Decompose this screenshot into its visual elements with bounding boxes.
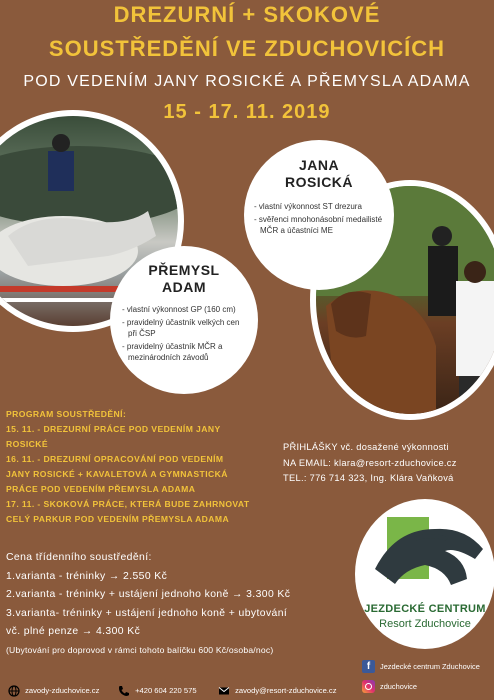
- event-date: 15 - 17. 11. 2019: [163, 101, 331, 123]
- logo-subtitle: Resort Zduchovice: [379, 618, 471, 630]
- program-line: 16. 11. - DREZURNÍ OPRACOVÁNÍ POD VEDENÍM: [6, 454, 224, 464]
- registration-phone: TEL.: 776 714 323, Ing. Klára Vaňková: [283, 473, 454, 484]
- email-link[interactable]: [218, 680, 337, 699]
- trainer-name-line1: PŘEMYSL: [148, 262, 220, 278]
- program-section: [6, 407, 296, 527]
- horse-head-logo-icon: [355, 499, 494, 609]
- trainer-name-line2: ADAM: [162, 279, 206, 295]
- title-line-2: SOUSTŘEDĚNÍ VE ZDUCHOVICÍCH: [48, 36, 446, 61]
- program-line: 15. 11. - DREZURNÍ PRÁCE POD VEDENÍM JANY: [6, 424, 221, 434]
- instagram-icon[interactable]: [362, 680, 375, 693]
- trainer-card-jana: [244, 140, 394, 290]
- trainer-points-premysl: [122, 304, 248, 363]
- trainer-point: - svěřenci mnohonásobní medailisté MČR a účastníci ME: [254, 215, 383, 235]
- instagram-link[interactable]: zduchovice: [380, 682, 417, 691]
- pricing-note: (Ubytování pro doprovod v rámci tohoto balíčku 600 Kč/osoba/noc): [6, 644, 274, 655]
- trainer-card-premysl: [110, 246, 258, 394]
- program-line: PRÁCE POD VEDENÍM PŘEMYSLA ADAMA: [6, 484, 196, 494]
- pricing-option: 1.varianta - tréninky → 2.550 Kč: [6, 570, 168, 582]
- trainer-name-line2: ROSICKÁ: [284, 174, 354, 190]
- title-line-1: DREZURNÍ + SKOKOVÉ: [113, 2, 381, 27]
- phone-link[interactable]: [118, 680, 197, 699]
- program-line: 17. 11. - SKOKOVÁ PRÁCE, KTERÁ BUDE ZAHRNOVAT: [6, 499, 250, 509]
- trainer-point: - pravidelný účastník MČR a mezinárodních závodů: [122, 342, 223, 362]
- trainer-point: - vlastní výkonnost GP (160 cm): [122, 305, 236, 314]
- pricing-heading: Cena třídenního soustředění:: [6, 552, 152, 563]
- envelope-icon: [218, 685, 230, 697]
- registration-email: NA EMAIL: klara@resort-zduchovice.cz: [283, 457, 457, 468]
- pricing-option: 3.varianta- tréninky + ustájení jednoho koně + ubytování: [6, 607, 288, 619]
- email-text: zavody@resort-zduchovice.cz: [235, 686, 337, 695]
- registration-info: [283, 440, 493, 487]
- trainer-name-line1: JANA: [298, 157, 340, 173]
- facebook-link[interactable]: Jezdecké centrum Zduchovice: [380, 662, 480, 671]
- registration-line: PŘIHLÁŠKY vč. dosažené výkonnosti: [283, 442, 449, 452]
- program-heading: PROGRAM SOUSTŘEDĚNÍ:: [6, 409, 127, 419]
- logo-title: JEZDECKÉ CENTRUM: [364, 603, 486, 615]
- subtitle: POD VEDENÍM JANY ROSICKÉ A PŘEMYSLA ADAMA: [23, 73, 471, 90]
- pricing-section: [6, 549, 356, 658]
- trainer-point: - vlastní výkonnost ST drezura: [254, 202, 362, 211]
- globe-icon: [8, 685, 20, 697]
- trainer-point: - pravidelný účastník velkých cen při ČSP: [122, 318, 240, 338]
- facebook-icon[interactable]: f: [362, 660, 375, 673]
- pricing-option: 2.varianta - tréninky + ustájení jednoho koně → 3.300 Kč: [6, 589, 291, 601]
- program-line: ROSICKÉ: [6, 439, 48, 449]
- pricing-option: vč. plné penze → 4.300 Kč: [6, 626, 141, 638]
- website-link[interactable]: [8, 680, 99, 699]
- phone-icon: [118, 685, 130, 697]
- program-line: JANY ROSICKÉ + KAVALETOVÁ A GYMNASTICKÁ: [6, 469, 228, 479]
- program-line: CELÝ PARKUR POD VEDENÍM PŘEMYSLA ADAMA: [6, 514, 230, 524]
- trainer-points-jana: [254, 201, 384, 236]
- website-text: zavody-zduchovice.cz: [25, 686, 100, 695]
- phone-text: +420 604 220 575: [135, 686, 197, 695]
